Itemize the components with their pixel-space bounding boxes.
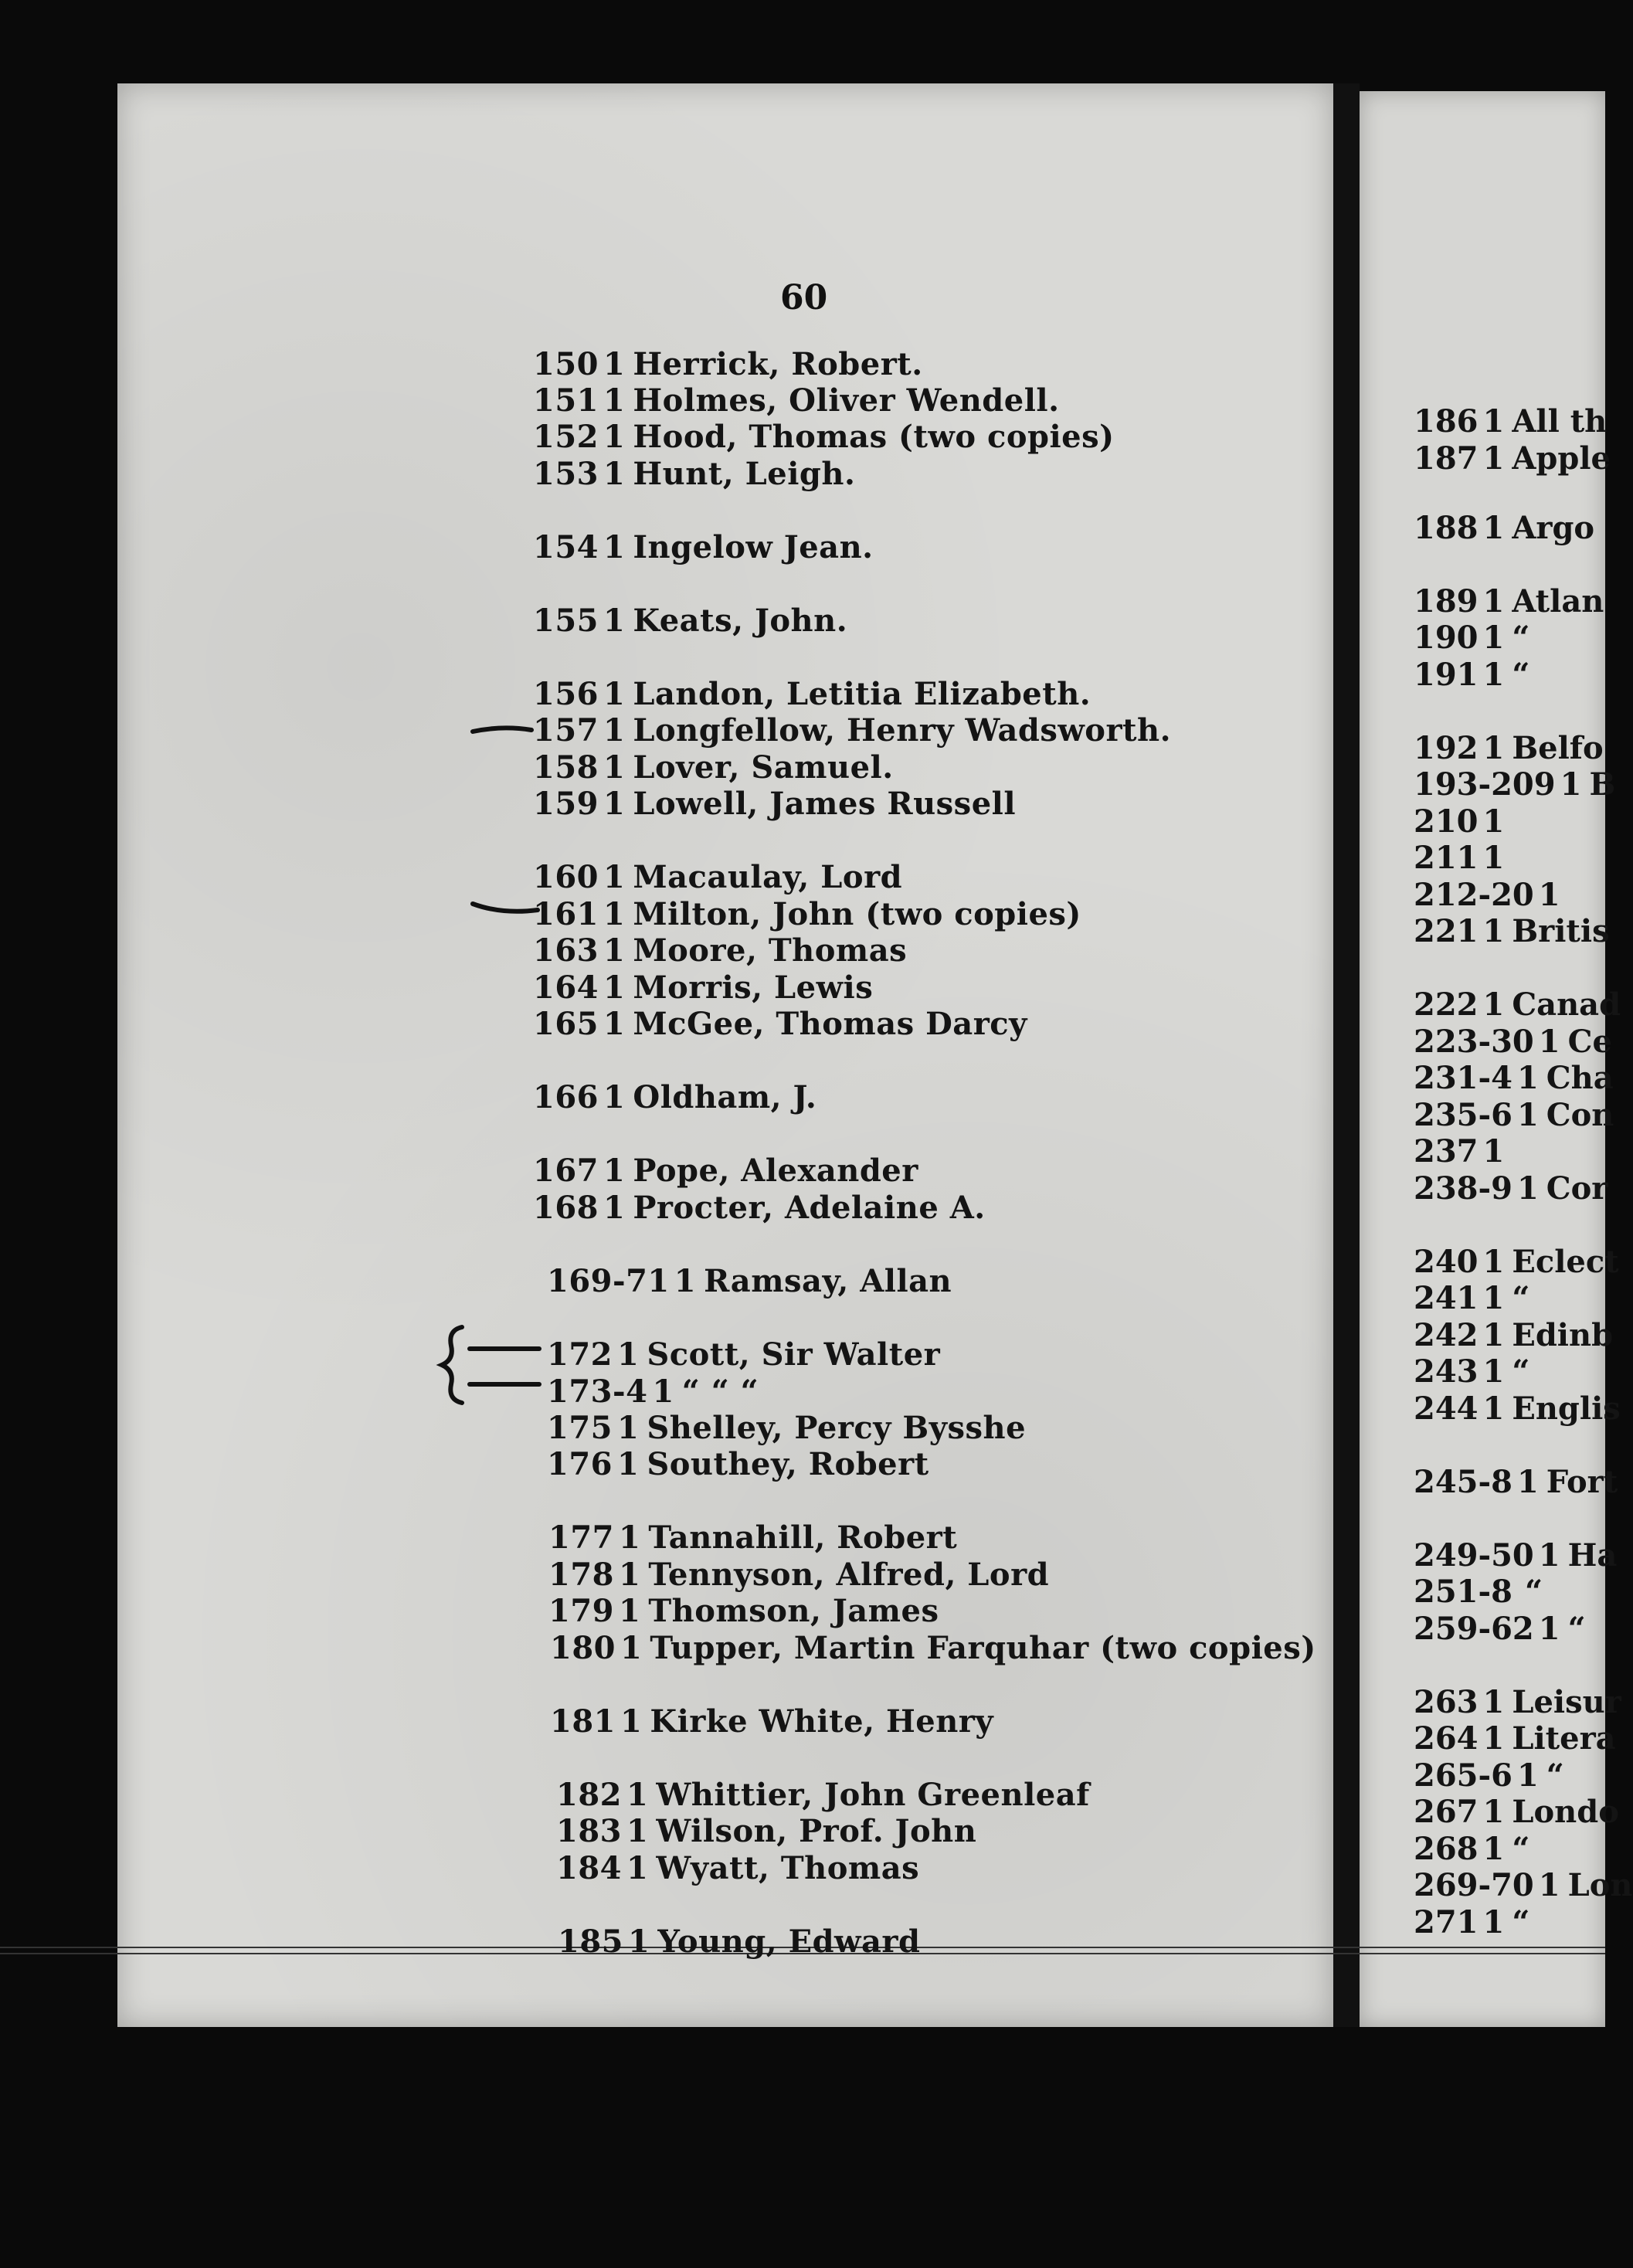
entry-quantity: 1 xyxy=(1482,403,1505,440)
catalog-entry-right xyxy=(1414,1390,1621,1427)
entry-number: 157 xyxy=(533,712,599,749)
entry-quantity: 1 xyxy=(626,1777,649,1813)
catalog-entry-right xyxy=(1414,840,1512,876)
catalog-entry xyxy=(550,1630,1316,1666)
entry-title: Ingelow Jean. xyxy=(633,529,874,565)
entry-number: 158 xyxy=(533,749,599,786)
catalog-entry-right xyxy=(1414,1757,1564,1794)
entry-quantity: 1 xyxy=(628,1923,650,1960)
entry-number: 163 xyxy=(533,932,599,969)
catalog-entry-right xyxy=(1414,1133,1512,1170)
catalog-entry xyxy=(533,749,894,786)
entry-title: “ xyxy=(1512,1280,1530,1316)
entry-title: “ xyxy=(1512,1831,1530,1867)
entry-quantity: 1 xyxy=(1482,986,1505,1023)
entry-title: Longfellow, Henry Wadsworth. xyxy=(633,712,1172,749)
entry-title: Ha xyxy=(1567,1537,1618,1574)
entry-quantity: 1 xyxy=(626,1850,649,1886)
entry-title: Londo xyxy=(1512,1794,1619,1830)
entry-number: 212-20 xyxy=(1414,877,1534,913)
catalog-entry-right xyxy=(1414,510,1594,546)
entry-title: Leisur xyxy=(1512,1684,1621,1720)
entry-number: 190 xyxy=(1414,620,1479,656)
entry-title: Atlan xyxy=(1512,583,1604,620)
entry-number: 192 xyxy=(1414,730,1479,766)
catalog-entry-right xyxy=(1414,877,1568,913)
catalog-entry-right xyxy=(1414,1024,1612,1060)
entry-number: 267 xyxy=(1414,1794,1479,1830)
entry-title: “ xyxy=(1512,1353,1530,1390)
entry-number: 161 xyxy=(533,896,599,932)
entry-quantity: 1 xyxy=(603,1006,626,1042)
catalog-entry xyxy=(547,1263,952,1299)
entry-quantity: 1 xyxy=(1482,510,1505,546)
entry-number: 153 xyxy=(533,456,599,492)
entry-quantity: 1 xyxy=(1482,440,1505,477)
entry-number: 249-50 xyxy=(1414,1537,1534,1574)
catalog-entry-right xyxy=(1414,1831,1529,1867)
entry-number: 160 xyxy=(533,859,599,895)
catalog-entry xyxy=(556,1850,919,1886)
entry-quantity: 1 xyxy=(1538,1537,1560,1574)
catalog-entry-right xyxy=(1414,1170,1608,1207)
entry-title: Belfo xyxy=(1512,730,1604,766)
entry-title: “ xyxy=(1512,1904,1530,1940)
entry-title: Procter, Adelaine A. xyxy=(633,1190,986,1226)
entry-quantity: 1 xyxy=(603,786,626,822)
catalog-entry xyxy=(556,1813,976,1849)
entry-title: Englis xyxy=(1512,1390,1621,1427)
entry-title: Apple xyxy=(1512,440,1611,477)
catalog-entry-right xyxy=(1414,803,1512,840)
entry-quantity: 1 xyxy=(1482,1794,1505,1830)
entry-quantity: 1 xyxy=(1538,877,1560,913)
entry-quantity: 1 xyxy=(603,676,626,712)
entry-quantity: 1 xyxy=(603,1153,626,1189)
entry-title: Tennyson, Alfred, Lord xyxy=(648,1557,1050,1593)
catalog-entry xyxy=(533,1153,918,1189)
entry-title: Pope, Alexander xyxy=(633,1153,918,1189)
catalog-entry xyxy=(533,786,1016,822)
entry-title: Herrick, Robert. xyxy=(633,346,923,382)
entry-quantity: 1 xyxy=(1482,1317,1505,1353)
catalog-entry-right xyxy=(1414,1244,1619,1280)
entry-title: Hunt, Leigh. xyxy=(633,456,856,492)
pen-brace-172-174 xyxy=(439,1322,547,1407)
catalog-entry xyxy=(533,932,907,969)
entry-quantity: 1 xyxy=(1482,803,1505,840)
catalog-entry xyxy=(533,712,1171,749)
entry-number: 156 xyxy=(533,676,599,712)
entry-quantity: 1 xyxy=(603,932,626,969)
entry-number: 188 xyxy=(1414,510,1479,546)
catalog-entry-right xyxy=(1414,1060,1614,1096)
entry-number: 243 xyxy=(1414,1353,1479,1390)
entry-title: Canad xyxy=(1512,986,1621,1023)
entry-title: Young, Edward xyxy=(657,1923,921,1960)
catalog-entry-right xyxy=(1414,1684,1621,1720)
catalog-entry xyxy=(533,1006,1027,1042)
entry-quantity: 1 xyxy=(620,1630,643,1666)
entry-title: Ramsay, Allan xyxy=(704,1263,952,1299)
entry-quantity: 1 xyxy=(1560,766,1582,803)
entry-number: 242 xyxy=(1414,1317,1479,1353)
catalog-entry-right xyxy=(1414,1537,1617,1574)
catalog-entry xyxy=(547,1336,940,1373)
entry-number: 169-71 xyxy=(547,1263,670,1299)
catalog-entry-right xyxy=(1414,766,1615,803)
catalog-entry xyxy=(533,603,847,639)
catalog-entry xyxy=(533,456,855,492)
entry-title: Holmes, Oliver Wendell. xyxy=(633,382,1060,419)
entry-quantity: 1 xyxy=(1516,1060,1539,1096)
entry-number: 265-6 xyxy=(1414,1757,1512,1794)
entry-quantity: 1 xyxy=(617,1410,640,1446)
entry-number: 184 xyxy=(556,1850,622,1886)
entry-quantity: 1 xyxy=(1516,1097,1539,1133)
catalog-entry xyxy=(548,1519,957,1556)
catalog-entry xyxy=(533,969,873,1006)
entry-number: 211 xyxy=(1414,840,1479,876)
entry-number: 264 xyxy=(1414,1720,1479,1757)
entry-title: Lowell, James Russell xyxy=(633,786,1017,822)
entry-number: 240 xyxy=(1414,1244,1479,1280)
entry-number: 151 xyxy=(533,382,599,419)
entry-number: 189 xyxy=(1414,583,1479,620)
entry-quantity: 1 xyxy=(1482,913,1505,949)
entry-quantity: 1 xyxy=(617,1446,640,1482)
catalog-entry xyxy=(533,529,874,565)
entry-number: 244 xyxy=(1414,1390,1479,1427)
catalog-entry-right xyxy=(1414,913,1610,949)
entry-quantity: 1 xyxy=(1538,1024,1560,1060)
right-page xyxy=(1360,91,1633,2027)
entry-quantity: 1 xyxy=(619,1557,641,1593)
catalog-entry-right xyxy=(1414,403,1607,440)
entry-title: All th xyxy=(1512,403,1608,440)
entry-quantity: 1 xyxy=(1482,730,1505,766)
entry-title: Cha xyxy=(1546,1060,1614,1096)
entry-number: 152 xyxy=(533,419,599,455)
entry-quantity: 1 xyxy=(674,1263,697,1299)
catalog-entry xyxy=(533,896,1081,932)
entry-title: Hood, Thomas (two copies) xyxy=(633,419,1115,455)
catalog-entry-right xyxy=(1414,620,1529,656)
entry-number: 223-30 xyxy=(1414,1024,1534,1060)
entry-number: 165 xyxy=(533,1006,599,1042)
entry-title: Kirke White, Henry xyxy=(650,1703,994,1740)
catalog-entry-right xyxy=(1414,730,1604,766)
catalog-entry-right xyxy=(1414,1097,1614,1133)
catalog-entry-right xyxy=(1414,583,1604,620)
entry-quantity: 1 xyxy=(1482,1684,1505,1720)
catalog-entry-right xyxy=(1414,1353,1529,1390)
entry-quantity: 1 xyxy=(1482,1720,1505,1757)
entry-title: Wyatt, Thomas xyxy=(656,1850,920,1886)
entry-title: Ce xyxy=(1567,1024,1612,1060)
catalog-entry xyxy=(556,1777,1090,1813)
entry-title: McGee, Thomas Darcy xyxy=(633,1006,1027,1042)
entry-quantity: 1 xyxy=(620,1703,643,1740)
entry-quantity: 1 xyxy=(603,969,626,1006)
page-number: 60 xyxy=(780,278,828,317)
entry-title: Cor xyxy=(1546,1170,1608,1207)
catalog-entry xyxy=(547,1373,759,1410)
entry-quantity: 1 xyxy=(626,1813,649,1849)
entry-number: 183 xyxy=(556,1813,622,1849)
entry-title: Fort xyxy=(1546,1464,1618,1500)
entry-quantity: 1 xyxy=(1516,1464,1539,1500)
pen-mark-157 xyxy=(471,722,533,738)
catalog-entry xyxy=(533,419,1115,455)
catalog-entry-right xyxy=(1414,440,1611,477)
entry-quantity: 1 xyxy=(1482,1831,1505,1867)
catalog-entry xyxy=(533,859,902,895)
entry-title: Shelley, Percy Bysshe xyxy=(647,1410,1027,1446)
catalog-entry xyxy=(550,1703,993,1740)
entry-title: “ xyxy=(1512,620,1530,656)
entry-quantity: 1 xyxy=(1516,1757,1539,1794)
entry-number: 173-4 xyxy=(547,1373,648,1410)
entry-quantity: 1 xyxy=(603,712,626,749)
entry-title: “ xyxy=(1546,1757,1564,1794)
entry-title: Keats, John. xyxy=(633,603,848,639)
entry-title: Southey, Robert xyxy=(647,1446,929,1482)
entry-quantity: 1 xyxy=(603,529,626,565)
entry-number: 210 xyxy=(1414,803,1479,840)
entry-title: Litera xyxy=(1512,1720,1616,1757)
entry-title: Britis xyxy=(1512,913,1610,949)
entry-quantity: 1 xyxy=(603,1079,626,1115)
catalog-entry xyxy=(548,1593,939,1629)
entry-quantity: 1 xyxy=(603,419,626,455)
entry-quantity: 1 xyxy=(619,1519,641,1556)
entry-number: 259-62 xyxy=(1414,1611,1534,1647)
entry-number: 245-8 xyxy=(1414,1464,1512,1500)
catalog-entry-right xyxy=(1414,1280,1529,1316)
entry-number: 222 xyxy=(1414,986,1479,1023)
entry-number: 164 xyxy=(533,969,599,1006)
entry-number: 191 xyxy=(1414,657,1479,693)
entry-number: 167 xyxy=(533,1153,599,1189)
entry-quantity: 1 xyxy=(1482,1353,1505,1390)
entry-title: Morris, Lewis xyxy=(633,969,874,1006)
entry-quantity: 1 xyxy=(1538,1611,1560,1647)
entry-number: 186 xyxy=(1414,403,1479,440)
entry-title: “ xyxy=(1512,657,1530,693)
entry-title: Macaulay, Lord xyxy=(633,859,903,895)
entry-quantity: 1 xyxy=(603,1190,626,1226)
entry-quantity: 1 xyxy=(619,1593,641,1629)
catalog-entry-right xyxy=(1414,1794,1619,1830)
entry-number: 269-70 xyxy=(1414,1867,1534,1903)
catalog-entry-right xyxy=(1414,1574,1543,1610)
entry-quantity: 1 xyxy=(603,859,626,895)
entry-quantity: 1 xyxy=(617,1336,640,1373)
entry-number: 185 xyxy=(558,1923,623,1960)
entry-number: 172 xyxy=(547,1336,613,1373)
pen-mark-161 xyxy=(471,898,541,918)
catalog-entry-right xyxy=(1414,657,1529,693)
entry-number: 187 xyxy=(1414,440,1479,477)
entry-number: 180 xyxy=(550,1630,616,1666)
page-gutter xyxy=(1333,83,1360,2027)
catalog-entry xyxy=(533,346,923,382)
entry-number: 241 xyxy=(1414,1280,1479,1316)
entry-number: 237 xyxy=(1414,1133,1479,1170)
entry-quantity: 1 xyxy=(1482,583,1505,620)
entry-title: Lover, Samuel. xyxy=(633,749,894,786)
entry-quantity: 1 xyxy=(1482,620,1505,656)
entry-title: Argo xyxy=(1512,510,1595,546)
catalog-entry xyxy=(548,1557,1049,1593)
entry-number: 231-4 xyxy=(1414,1060,1512,1096)
entry-number: 177 xyxy=(548,1519,614,1556)
entry-quantity: 1 xyxy=(1482,1280,1505,1316)
entry-title: Tupper, Martin Farquhar (two copies) xyxy=(650,1630,1316,1666)
catalog-entry-right xyxy=(1414,986,1621,1023)
entry-quantity: 1 xyxy=(1482,657,1505,693)
entry-quantity: 1 xyxy=(603,896,626,932)
catalog-entry xyxy=(547,1410,1026,1446)
entry-title: Lon xyxy=(1567,1867,1633,1903)
entry-number: 159 xyxy=(533,786,599,822)
entry-number: 179 xyxy=(548,1593,614,1629)
catalog-entry xyxy=(533,382,1060,419)
catalog-entry xyxy=(533,1190,986,1226)
entry-number: 168 xyxy=(533,1190,599,1226)
entry-title: Moore, Thomas xyxy=(633,932,908,969)
entry-quantity: 1 xyxy=(1538,1867,1560,1903)
entry-number: 154 xyxy=(533,529,599,565)
entry-quantity: 1 xyxy=(603,603,626,639)
entry-quantity: 1 xyxy=(603,382,626,419)
entry-title: Milton, John (two copies) xyxy=(633,896,1081,932)
entry-title: Wilson, Prof. John xyxy=(656,1813,977,1849)
entry-quantity: 1 xyxy=(1482,1904,1505,1940)
entry-title: Tannahill, Robert xyxy=(648,1519,958,1556)
entry-number: 176 xyxy=(547,1446,613,1482)
entry-title: “ xyxy=(1567,1611,1586,1647)
entry-number: 235-6 xyxy=(1414,1097,1512,1133)
catalog-entry-right xyxy=(1414,1867,1633,1903)
catalog-entry-right xyxy=(1414,1904,1529,1940)
entry-number: 178 xyxy=(548,1557,614,1593)
entry-quantity: 1 xyxy=(1482,1244,1505,1280)
entry-quantity: 1 xyxy=(652,1373,674,1410)
entry-number: 182 xyxy=(556,1777,622,1813)
entry-quantity: 1 xyxy=(1516,1170,1539,1207)
entry-title: B xyxy=(1589,766,1616,803)
entry-title: Oldham, J. xyxy=(633,1079,817,1115)
entry-quantity: 1 xyxy=(603,749,626,786)
catalog-entry-right xyxy=(1414,1317,1613,1353)
catalog-entry xyxy=(533,1079,816,1115)
entry-number: 150 xyxy=(533,346,599,382)
entry-quantity: 1 xyxy=(1482,1133,1505,1170)
entry-number: 155 xyxy=(533,603,599,639)
entry-title: Landon, Letitia Elizabeth. xyxy=(633,676,1091,712)
entry-number: 238-9 xyxy=(1414,1170,1512,1207)
entry-number: 251-8 xyxy=(1414,1574,1512,1610)
catalog-entry xyxy=(558,1923,920,1960)
entry-number: 263 xyxy=(1414,1684,1479,1720)
catalog-entry-right xyxy=(1414,1464,1618,1500)
entry-title: Eclect xyxy=(1512,1244,1619,1280)
entry-quantity: 1 xyxy=(1482,840,1505,876)
entry-number: 268 xyxy=(1414,1831,1479,1867)
entry-quantity: 1 xyxy=(603,346,626,382)
entry-title: Thomson, James xyxy=(648,1593,939,1629)
catalog-entry xyxy=(547,1446,929,1482)
entry-title: Whittier, John Greenleaf xyxy=(656,1777,1090,1813)
entry-title: Edinb xyxy=(1512,1317,1614,1353)
entry-number: 181 xyxy=(550,1703,616,1740)
entry-quantity: 1 xyxy=(1482,1390,1505,1427)
catalog-entry-right xyxy=(1414,1720,1616,1757)
catalog-entry-right xyxy=(1414,1611,1586,1647)
entry-quantity: 1 xyxy=(603,456,626,492)
entry-title: “ xyxy=(1524,1574,1543,1610)
entry-number: 175 xyxy=(547,1410,613,1446)
entry-title: Scott, Sir Walter xyxy=(647,1336,941,1373)
entry-number: 166 xyxy=(533,1079,599,1115)
entry-number: 271 xyxy=(1414,1904,1479,1940)
entry-number: 193-209 xyxy=(1414,766,1556,803)
catalog-entry xyxy=(533,676,1091,712)
entry-title: Con xyxy=(1546,1097,1614,1133)
entry-title: “ “ “ xyxy=(681,1373,759,1410)
entry-number: 221 xyxy=(1414,913,1479,949)
